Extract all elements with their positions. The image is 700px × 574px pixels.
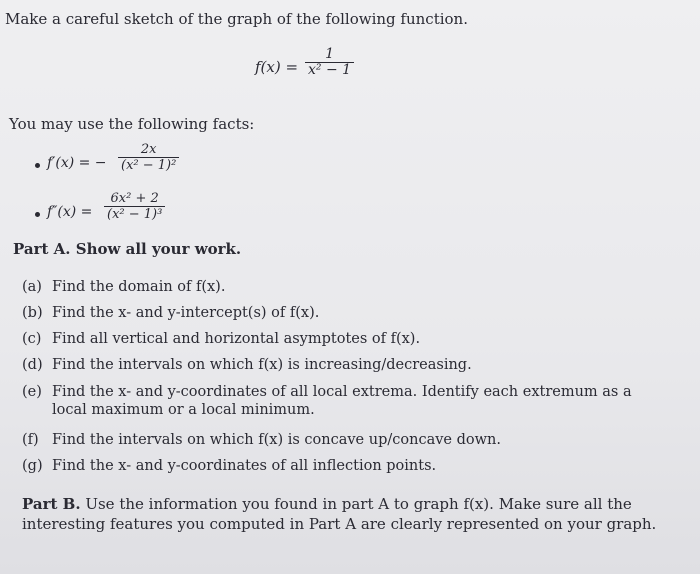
question-text: Find the intervals on which f(x) is increasing/decreasing. — [52, 357, 472, 373]
question-letter: (a) — [22, 279, 42, 295]
question-g — [22, 458, 436, 474]
fact-derivative-denominator: (x² − 1)² — [121, 158, 177, 173]
question-text: Find the intervals on which f(x) is concave up/concave down. — [52, 432, 501, 448]
function-lhs: f(x) = — [255, 58, 299, 76]
part-b-label: Part B. — [22, 495, 81, 513]
question-letter: (e) — [22, 384, 42, 400]
fact-second-derivative-fraction — [104, 191, 165, 222]
fact-second-derivative-numerator: 6x² + 2 — [110, 191, 159, 206]
question-a — [22, 279, 225, 295]
part-b-text: Use the information you found in part A to graph f(x). Make sure all the — [85, 495, 632, 513]
question-c — [22, 331, 420, 347]
facts-heading: You may use the following facts: — [9, 115, 255, 133]
question-b — [22, 305, 319, 321]
question-letter: (g) — [22, 458, 43, 474]
question-letter: (b) — [22, 305, 43, 321]
part-a-heading: Part A. Show all your work. — [13, 240, 242, 258]
part-b-line-2: interesting features you computed in Part A are clearly represented on your graph. — [22, 515, 657, 533]
fact-second-derivative-lhs: f″(x) = — [47, 204, 93, 220]
bullet-icon — [35, 212, 40, 217]
question-e-continued: local maximum or a local minimum. — [52, 402, 315, 418]
fact-derivative-numerator: 2x — [140, 142, 157, 157]
question-text: Find the domain of f(x). — [52, 279, 226, 295]
part-b-line-1 — [22, 495, 632, 513]
question-d — [22, 357, 472, 373]
intro-text: Make a careful sketch of the graph of the following function. — [5, 10, 468, 28]
question-text: Find the x- and y-intercept(s) of f(x). — [52, 305, 320, 321]
question-text: Find the x- and y-coordinates of all local extrema. Identify each extremum as a — [52, 384, 632, 400]
question-e — [22, 384, 632, 400]
question-text: Find all vertical and horizontal asymptotes of f(x). — [52, 331, 421, 347]
question-letter: (f) — [22, 432, 39, 448]
question-letter: (c) — [22, 331, 42, 347]
fact-second-derivative-denominator: (x² − 1)³ — [107, 207, 163, 222]
bullet-icon — [35, 163, 40, 168]
question-letter: (d) — [22, 357, 43, 373]
fact-derivative-fraction — [118, 142, 179, 173]
fact-derivative-lhs: f′(x) = − — [47, 155, 107, 171]
function-numerator: 1 — [325, 46, 334, 62]
question-text: Find the x- and y-coordinates of all inflection points. — [52, 458, 437, 474]
function-denominator: x² − 1 — [308, 62, 352, 78]
question-f — [22, 432, 501, 448]
function-fraction — [305, 47, 354, 78]
